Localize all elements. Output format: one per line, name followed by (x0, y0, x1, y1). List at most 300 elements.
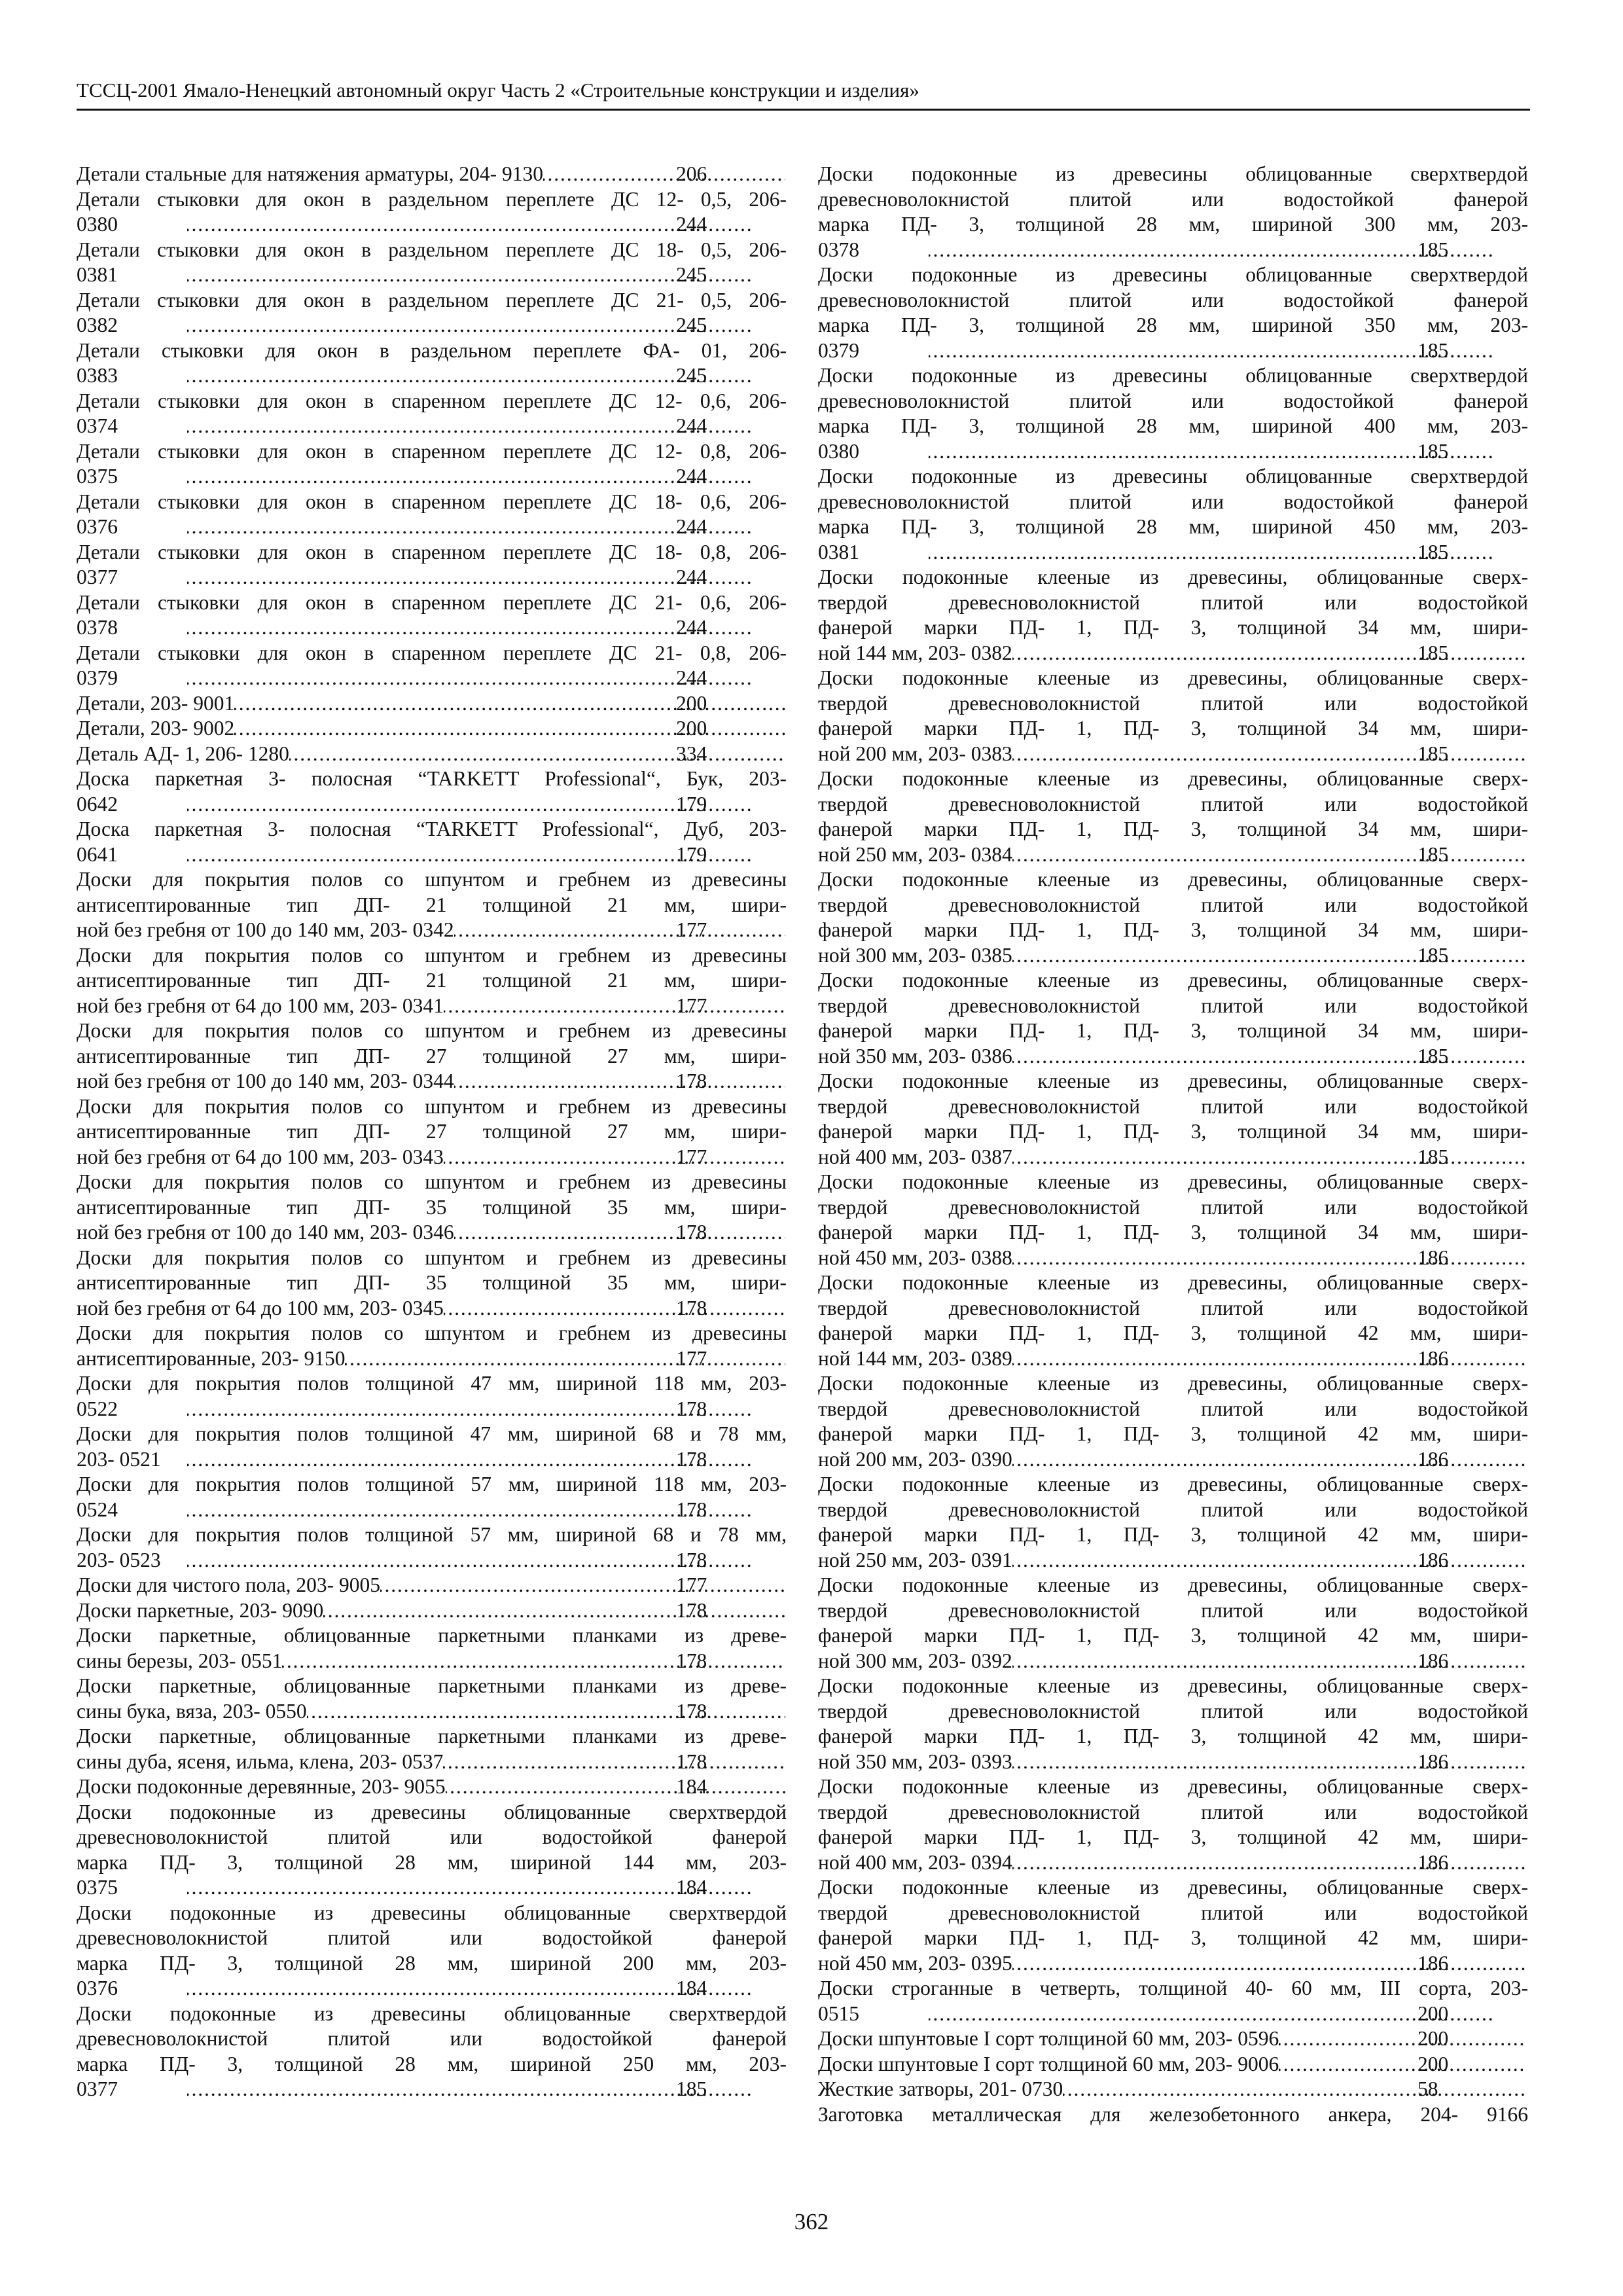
index-entry-page: 178 (676, 1447, 707, 1471)
index-entry (818, 1573, 1528, 1674)
index-entry-tail: ной 144 мм, 203- 0389 (818, 1346, 1012, 1370)
index-entry-line: фанерой марки ПД- 1, ПД- 3, толщиной 42 мм, шири- (818, 1926, 1528, 1949)
index-entry-last-line: 0524 . . . 178 (187, 1498, 787, 1523)
index-entry-line: Доска паркетная 3- полосная “TARKETT Professional“, Бук, 203- (77, 767, 787, 790)
index-entry-line: марка ПД- 3, толщиной 28 мм, шириной 400 мм, 203- (818, 414, 1528, 437)
index-entry-page: 185 (1418, 1044, 1449, 1067)
index-entry-line: Доски подоконные из древесины облицованные сверхтвердой (77, 2001, 787, 2025)
index-entry-page: 185 (1418, 943, 1449, 967)
dot-leader (443, 1749, 785, 1775)
index-entry-line: Детали стыковки для окон в спаренном переплете ДС 18- 0,6, 206- (77, 490, 787, 513)
index-entry-line: Доски для покрытия полов толщиной 47 мм, шириной 68 и 78 мм, (77, 1422, 787, 1445)
index-entry (818, 1774, 1528, 1875)
index-entry-tail: ной 144 мм, 203- 0382 (818, 641, 1012, 664)
index-entry (77, 766, 787, 817)
dot-leader (1012, 1246, 1527, 1271)
index-entry (77, 238, 787, 288)
index-entry-last-line (77, 716, 787, 742)
index-entry-line: Доски подоконные из древесины облицованные сверхтвердой (77, 1800, 787, 1823)
index-entry (77, 590, 787, 641)
index-entry-last-line: 0378 . . . 185 (929, 238, 1528, 263)
index-entry (77, 1371, 787, 1422)
index-entry-tail: ной 300 мм, 203- 0385 (818, 943, 1012, 967)
index-entry-tail: ной 400 мм, 203- 0387 (818, 1145, 1012, 1168)
index-entry-line: марка ПД- 3, толщиной 28 мм, шириной 300 мм, 203- (818, 213, 1528, 236)
index-entry-page: 334 (676, 742, 707, 765)
index-entry-line: Доски подоконные клееные из древесины, облицованные сверх- (818, 1473, 1528, 1496)
index-entry-line: Доски подоконные клееные из древесины, облицованные сверх- (818, 565, 1528, 588)
dot-leader (1012, 1346, 1527, 1372)
index-entry-page: 186 (1418, 1951, 1449, 1975)
index-entry-page: 185 (1418, 238, 1449, 261)
index-entry-page: 177 (676, 1346, 707, 1370)
index-entry-last-line (77, 1649, 787, 1674)
index-entry-last-line (77, 1069, 787, 1094)
index-entry-tail: Доски для чистого пола, 203- 9005 (77, 1573, 380, 1596)
index-entry (77, 716, 787, 742)
index-entry (77, 1321, 787, 1371)
index-entry-last-line (77, 162, 787, 187)
index-entry-tail: ной без гребня от 100 до 140 мм, 203- 0344 (77, 1069, 454, 1092)
index-entry-page: 206 (676, 162, 707, 185)
index-entry-last-line (818, 2026, 1528, 2052)
index-entry-last-line: 203- 0521 . . . 178 (187, 1447, 787, 1473)
index-entry-tail: Доски шпунтовые I сорт толщиной 60 мм, 203- 9006 (818, 2052, 1279, 2075)
index-entry (77, 389, 787, 439)
index-entry (77, 187, 787, 238)
index-entry (77, 1170, 787, 1246)
index-entry-tail: ной 200 мм, 203- 0390 (818, 1447, 1012, 1471)
index-entry-last-line (818, 943, 1528, 969)
index-entry-page: 200 (1418, 2052, 1449, 2075)
index-entry-last-line: 0380 . . . 185 (929, 439, 1528, 465)
index-entry-page: 185 (1418, 338, 1449, 362)
index-entry-page: 186 (1418, 1246, 1449, 1269)
index-entry-last-line (818, 842, 1528, 868)
index-entry-page: 179 (676, 792, 707, 816)
index-entry-page: 244 (676, 515, 707, 538)
dot-leader (1063, 2077, 1527, 2102)
index-entry-line: древесноволокнистой плитой или водостойкой фанерой (818, 187, 1528, 211)
index-entry-tail: Жесткие затворы, 201- 0730 (818, 2077, 1063, 2100)
index-entry-last-line: 0376 . . . 184 (187, 1976, 787, 2001)
index-entry (77, 1800, 787, 1901)
index-entry-line: фанерой марки ПД- 1, ПД- 3, толщиной 42 мм, шири- (818, 1422, 1528, 1445)
index-entry-line: марка ПД- 3, толщиной 28 мм, шириной 350 мм, 203- (818, 314, 1528, 336)
index-entry-line: антисептированные тип ДП- 35 толщиной 35 мм, шири- (77, 1195, 787, 1219)
index-entry-tail: Доски подоконные деревянные, 203- 9055 (77, 1775, 446, 1798)
index-entry-line: Доски подоконные клееные из древесины, облицованные сверх- (818, 1271, 1528, 1294)
index-entry-line: Доски для покрытия полов со шпунтом и гребнем из древесины (77, 1094, 787, 1118)
dot-leader (1012, 1951, 1527, 1977)
index-entry (77, 742, 787, 767)
dot-leader (444, 1145, 785, 1170)
index-entry-line: твердой древесноволокнистой плитой или водостойкой (818, 994, 1528, 1017)
index-entry (818, 2077, 1528, 2102)
index-entry-line: Доски подоконные клееные из древесины, облицованные сверх- (818, 868, 1528, 891)
index-entry-last-line (77, 994, 787, 1019)
dot-leader (1012, 1145, 1527, 1170)
dot-leader (1012, 1749, 1527, 1775)
index-entry-last-line (818, 2077, 1528, 2102)
index-entry-line: Доски подоконные из древесины облицованные сверхтвердой (818, 162, 1528, 185)
index-entry-line: твердой древесноволокнистой плитой или водостойкой (818, 1397, 1528, 1420)
index-entry-line: Доски подоконные из древесины облицованные сверхтвердой (77, 1901, 787, 1924)
index-entry-last-line (818, 1951, 1528, 1977)
index-entry-tail: ной без гребня от 64 до 100 мм, 203- 0341 (77, 994, 444, 1017)
index-entry (818, 1069, 1528, 1170)
index-entry (77, 288, 787, 338)
index-entry (818, 968, 1528, 1069)
index-entry-last-line: 0377 . . . 244 (187, 565, 787, 590)
index-entry-page: 245 (676, 263, 707, 286)
index-entry (818, 666, 1528, 766)
index-entry-line: Доски подоконные клееные из древесины, облицованные сверх- (818, 666, 1528, 689)
index-entry-line: древесноволокнистой плитой или водостойкой фанерой (818, 490, 1528, 513)
index-entry (77, 1674, 787, 1724)
index-entry-page: 178 (676, 1548, 707, 1571)
index-entry (818, 1170, 1528, 1270)
index-entry (818, 1875, 1528, 1976)
index-entry-last-line: 0382 . . . 245 (187, 313, 787, 338)
index-entry-tail: ной 300 мм, 203- 0392 (818, 1649, 1012, 1672)
index-entry-line: Доски подоконные из древесины облицованные сверхтвердой (818, 263, 1528, 286)
index-entry-last-line (818, 1649, 1528, 1674)
index-entry (77, 1573, 787, 1598)
index-entry-last-line: 0642 . . . 179 (187, 792, 787, 817)
dot-leader (1012, 842, 1527, 868)
index-entry-line: Доски для покрытия полов толщиной 57 мм, шириной 118 мм, 203- (77, 1473, 787, 1496)
index-entry-page: 178 (676, 1498, 707, 1521)
index-entry (77, 1774, 787, 1800)
index-entry-page: 185 (676, 2077, 707, 2100)
index-entry-tail: антисептированные, 203- 9150 (77, 1346, 346, 1370)
index-entry-last-line (77, 1749, 787, 1775)
dot-leader (1012, 1649, 1527, 1674)
index-entry-line: Детали стыковки для окон в спаренном переплете ДС 21- 0,8, 206- (77, 641, 787, 664)
index-entry-page: 185 (1418, 742, 1449, 765)
dot-leader (289, 742, 785, 767)
index-entry-page: 244 (676, 465, 707, 488)
index-entry (818, 1270, 1528, 1371)
index-entry-line: Доски для покрытия полов со шпунтом и гребнем из древесины (77, 1246, 787, 1269)
index-entry-line: фанерой марки ПД- 1, ПД- 3, толщиной 34 мм, шири- (818, 817, 1528, 840)
index-entry (77, 1623, 787, 1674)
index-entry-tail: ной 450 мм, 203- 0395 (818, 1951, 1012, 1975)
index-entry-line: марка ПД- 3, толщиной 28 мм, шириной 250 мм, 203- (77, 2052, 787, 2075)
index-entry-page: 200 (676, 717, 707, 740)
index-entry-line: Доски паркетные, облицованные паркетными планками из древе- (77, 1674, 787, 1697)
index-entry (818, 2102, 1528, 2128)
index-entry-page: 186 (1418, 1749, 1449, 1773)
index-entry-line: твердой древесноволокнистой плитой или водостойкой (818, 1901, 1528, 1924)
index-entry (77, 817, 787, 867)
dot-leader (543, 162, 785, 187)
index-entry-page: 179 (676, 842, 707, 866)
index-entry-last-line: 0381 . . . 245 (187, 262, 787, 288)
index-entry-page: 244 (676, 565, 707, 588)
index-entry (818, 565, 1528, 666)
index-entry-line: твердой древесноволокнистой плитой или водостойкой (818, 1498, 1528, 1521)
dot-leader (1279, 2026, 1527, 2052)
index-entry (77, 1901, 787, 2001)
index-entry-line: Детали стыковки для окон в раздельном переплете ДС 18- 0,5, 206- (77, 238, 787, 261)
index-entry-page: 186 (1418, 1447, 1449, 1471)
index-entry-line: твердой древесноволокнистой плитой или водостойкой (818, 792, 1528, 816)
index-entry-line: Доски подоконные из древесины облицованные сверхтвердой (818, 364, 1528, 387)
running-header: ТССЦ-2001 Ямало-Ненецкий автономный округ Часть 2 «Строительные конструкции и изделия» (77, 72, 1530, 111)
index-entry (77, 2001, 787, 2102)
index-entry-line: Детали стыковки для окон в спаренном переплете ДС 21- 0,6, 206- (77, 590, 787, 614)
index-entry (77, 943, 787, 1019)
index-entry (818, 2026, 1528, 2052)
index-entry (77, 867, 787, 943)
index-entry-page: 185 (1418, 1145, 1449, 1168)
index-entry-line: фанерой марки ПД- 1, ПД- 3, толщиной 34 мм, шири- (818, 616, 1528, 639)
index-entry-line: антисептированные тип ДП- 35 толщиной 35 мм, шири- (77, 1271, 787, 1294)
index-entry-line: фанерой марки ПД- 1, ПД- 3, толщиной 34 мм, шири- (818, 918, 1528, 941)
index-column-left (77, 162, 787, 2102)
index-entry (77, 1522, 787, 1573)
index-entry (77, 641, 787, 691)
index-entry-line: твердой древесноволокнистой плитой или водостойкой (818, 1094, 1528, 1118)
index-entry-last-line: 0375 . . . 244 (187, 464, 787, 490)
index-entry-page: 177 (676, 1573, 707, 1596)
dot-leader (444, 994, 785, 1019)
index-entry-line: Доски подоконные клееные из древесины, облицованные сверх- (818, 1573, 1528, 1596)
index-entry-last-line (818, 1850, 1528, 1876)
index-entry-page: 244 (676, 616, 707, 639)
index-entry-tail: ной 250 мм, 203- 0384 (818, 842, 1012, 866)
index-entry-page: 244 (676, 213, 707, 236)
dot-leader (307, 1699, 785, 1725)
index-entry (818, 1371, 1528, 1472)
index-entry-line: фанерой марки ПД- 1, ПД- 3, толщиной 42 мм, шири- (818, 1523, 1528, 1546)
index-entry-line: Доски для покрытия полов со шпунтом и гребнем из древесины (77, 1019, 787, 1042)
index-entry-tail: Детали, 203- 9002 (77, 717, 235, 740)
index-entry-line: Доски для покрытия полов со шпунтом и гребнем из древесины (77, 1321, 787, 1344)
index-entry-tail: ной без гребня от 100 до 140 мм, 203- 0342 (77, 918, 454, 941)
index-entry-last-line: 0376 . . . 244 (187, 514, 787, 540)
index-entry-last-line (77, 1296, 787, 1321)
index-entry-line: фанерой марки ПД- 1, ПД- 3, толщиной 34 мм, шири- (818, 717, 1528, 740)
index-entry-last-line (77, 1573, 787, 1598)
index-entry-last-line: 0381 . . . 185 (929, 540, 1528, 565)
index-entry-page: 184 (676, 1876, 707, 1899)
index-entry-last-line: 0377 . . . 185 (187, 2077, 787, 2102)
dot-leader (345, 1346, 785, 1372)
index-entry-last-line (818, 1447, 1528, 1473)
index-entry-line: Доски паркетные, облицованные паркетными планками из древе- (77, 1725, 787, 1748)
index-entry-last-line: 0522 . . . 178 (187, 1397, 787, 1422)
index-entry-tail: ной 400 мм, 203- 0394 (818, 1850, 1012, 1874)
index-entry (77, 490, 787, 540)
index-entry-line: антисептированные тип ДП- 21 толщиной 21 мм, шири- (77, 893, 787, 916)
index-entry-line: твердой древесноволокнистой плитой или водостойкой (818, 1296, 1528, 1319)
index-entry-tail: ной без гребня от 100 до 140 мм, 203- 0346 (77, 1221, 454, 1244)
index-entry-last-line (77, 1774, 787, 1800)
index-entry-tail: ной 350 мм, 203- 0386 (818, 1044, 1012, 1067)
dot-leader (323, 1598, 785, 1624)
index-entry-tail: ной без гребня от 64 до 100 мм, 203- 0345 (77, 1296, 444, 1319)
index-entry-tail: ной 450 мм, 203- 0388 (818, 1246, 1012, 1269)
index-entry-page: 200 (676, 691, 707, 715)
index-entry (818, 867, 1528, 968)
index-entry-line: фанерой марки ПД- 1, ПД- 3, толщиной 42 мм, шири- (818, 1321, 1528, 1344)
index-entry-line: Доски паркетные, облицованные паркетными планками из древе- (77, 1624, 787, 1647)
index-entry-last-line: 0375 . . . 184 (187, 1875, 787, 1901)
index-entry-line: Детали стыковки для окон в спаренном переплете ДС 12- 0,8, 206- (77, 439, 787, 463)
index-entry-line: Доски подоконные клееные из древесины, облицованные сверх- (818, 1069, 1528, 1092)
index-entry (77, 338, 787, 389)
dot-leader (446, 1774, 785, 1800)
index-entry (818, 1472, 1528, 1573)
dot-leader (454, 1220, 785, 1246)
index-entry-page: 177 (676, 918, 707, 941)
index-entry-tail: сины бука, вяза, 203- 0550 (77, 1699, 307, 1723)
index-entry-line: древесноволокнистой плитой или водостойкой фанерой (77, 2027, 787, 2050)
index-entry-line: Детали стыковки для окон в раздельном переплете ДС 12- 0,5, 206- (77, 187, 787, 211)
index-entry-tail: сины дуба, ясеня, ильма, клена, 203- 0537 (77, 1749, 444, 1773)
index-entry-page: 185 (1418, 842, 1449, 866)
index-entry-line: Доски подоконные клееные из древесины, облицованные сверх- (818, 969, 1528, 992)
index-entry-line: Доски строганные в четверть, толщиной 40- 60 мм, III сорта, 203- (818, 1977, 1528, 2000)
dot-leader (1012, 1850, 1527, 1876)
dot-leader (282, 1649, 785, 1674)
index-entry-last-line (818, 1346, 1528, 1372)
index-entry-tail: сины березы, 203- 0551 (77, 1649, 283, 1672)
index-entry (818, 464, 1528, 565)
index-entry-line: Доски подоконные клееные из древесины, облицованные сверх- (818, 1876, 1528, 1899)
index-entry-page: 200 (1418, 2027, 1449, 2050)
index-entry (77, 1018, 787, 1094)
index-entry-line: фанерой марки ПД- 1, ПД- 3, толщиной 34 мм, шири- (818, 1019, 1528, 1042)
index-entry-line: древесноволокнистой плитой или водостойкой фанерой (77, 1926, 787, 1949)
dot-leader (1012, 1548, 1527, 1573)
index-entry-tail: Детали, 203- 9001 (77, 691, 235, 715)
index-entry-line: Заготовка металлическая для железобетонного анкера, 204- 9166 (818, 2102, 1528, 2126)
index-entry-page: 200 (1418, 2001, 1449, 2025)
index-entry-page: 185 (1418, 439, 1449, 463)
index-entry-line: Доски для покрытия полов толщиной 47 мм, шириной 118 мм, 203- (77, 1372, 787, 1395)
dot-leader (454, 1069, 785, 1094)
dot-leader (1012, 641, 1527, 666)
page-number: 362 (794, 2209, 829, 2234)
index-entry-line: Доски подоконные клееные из древесины, облицованные сверх- (818, 1775, 1528, 1798)
index-entry-page: 178 (676, 1296, 707, 1319)
index-entry-line: фанерой марки ПД- 1, ПД- 3, толщиной 42 мм, шири- (818, 1825, 1528, 1848)
index-entry-last-line: 0378 . . . 244 (187, 615, 787, 641)
index-entry-last-line (818, 1044, 1528, 1069)
dot-leader (1012, 1447, 1527, 1473)
index-entry-line: Доски подоконные клееные из древесины, облицованные сверх- (818, 767, 1528, 790)
index-entry (77, 1246, 787, 1321)
index-entry-page: 177 (676, 994, 707, 1017)
dot-leader (1012, 1044, 1527, 1069)
index-entry-last-line (77, 742, 787, 767)
index-entry (77, 691, 787, 717)
index-entry-line: фанерой марки ПД- 1, ПД- 3, толщиной 34 мм, шири- (818, 1221, 1528, 1244)
dot-leader (1012, 943, 1527, 969)
index-entry-page: 186 (1418, 1649, 1449, 1672)
index-entry-tail: ной 250 мм, 203- 0391 (818, 1548, 1012, 1571)
index-entry-page: 178 (676, 1397, 707, 1420)
index-entry-tail: Доски паркетные, 203- 9090 (77, 1598, 324, 1622)
index-entry-line: антисептированные тип ДП- 21 толщиной 21 мм, шири- (77, 969, 787, 992)
index-entry-line: Доски для покрытия полов со шпунтом и гребнем из древесины (77, 1170, 787, 1193)
index-entry-last-line (77, 918, 787, 943)
index-entry (77, 1724, 787, 1774)
index-entry-line: Доска паркетная 3- полосная “TARKETT Professional“, Дуб, 203- (77, 817, 787, 840)
index-entry-tail: ной 350 мм, 203- 0393 (818, 1749, 1012, 1773)
index-entry-line: антисептированные тип ДП- 27 толщиной 27 мм, шири- (77, 1120, 787, 1143)
index-entry-last-line (818, 742, 1528, 767)
index-entry-line: Доски для покрытия полов со шпунтом и гребнем из древесины (77, 868, 787, 891)
index-entry (818, 1976, 1528, 2026)
index-entry-last-line (818, 1246, 1528, 1271)
index-entry (77, 162, 787, 187)
index-entry-last-line: 0379 . . . 185 (929, 338, 1528, 364)
index-entry-line: древесноволокнистой плитой или водостойкой фанерой (77, 1825, 787, 1848)
index-entry-page: 245 (676, 364, 707, 387)
index-entry-tail: ной 200 мм, 203- 0383 (818, 742, 1012, 765)
index-entry-last-line (818, 2052, 1528, 2077)
index-entry-last-line (818, 1548, 1528, 1573)
index-entry-last-line (77, 691, 787, 717)
index-entry-last-line: 0515 . . . 200 (929, 2001, 1528, 2027)
dot-leader (1012, 742, 1527, 767)
index-entry-line: Доски подоконные клееные из древесины, облицованные сверх- (818, 1674, 1528, 1697)
index-entry-line: марка ПД- 3, толщиной 28 мм, шириной 200 мм, 203- (77, 1951, 787, 1975)
index-entry (818, 2052, 1528, 2077)
index-entry-last-line (818, 641, 1528, 666)
index-entry-page: 184 (676, 1977, 707, 2000)
index-entry-line: древесноволокнистой плитой или водостойкой фанерой (818, 389, 1528, 412)
index-entry-last-line: 203- 0523 . . . 178 (187, 1548, 787, 1573)
index-entry-page: 178 (676, 1221, 707, 1244)
index-entry-last-line (77, 1598, 787, 1624)
index-entry-last-line: 0374 . . . 244 (187, 414, 787, 439)
index-entry (818, 1674, 1528, 1774)
index-entry-last-line (77, 1145, 787, 1170)
index-entry-page: 177 (676, 1145, 707, 1168)
index-entry-page: 185 (1418, 641, 1449, 664)
index-entry-last-line: 0383 . . . 245 (187, 363, 787, 389)
index-entry-last-line: 0379 . . . 244 (187, 666, 787, 691)
index-entry-page: 244 (676, 414, 707, 437)
index-entry-last-line (818, 1145, 1528, 1170)
index-entry-last-line (77, 1699, 787, 1725)
index-entry-line: фанерой марки ПД- 1, ПД- 3, толщиной 42 мм, шири- (818, 1725, 1528, 1748)
index-entry-page: 245 (676, 314, 707, 336)
index-entry-line: фанерой марки ПД- 1, ПД- 3, толщиной 34 мм, шири- (818, 1120, 1528, 1143)
index-entry-last-line (818, 1749, 1528, 1775)
index-entry-tail: Доски шпунтовые I сорт толщиной 60 мм, 203- 0596 (818, 2027, 1279, 2050)
index-entry-line: твердой древесноволокнистой плитой или водостойкой (818, 1699, 1528, 1723)
index-entry-tail: ной без гребня от 64 до 100 мм, 203- 0343 (77, 1145, 444, 1168)
index-entry-page: 244 (676, 666, 707, 689)
index-entry-line: твердой древесноволокнистой плитой или водостойкой (818, 590, 1528, 614)
index-entry-line: Детали стыковки для окон в раздельном переплете ДС 21- 0,5, 206- (77, 288, 787, 312)
index-entry-page: 186 (1418, 1346, 1449, 1370)
index-entry-line: Детали стыковки для окон в спаренном переплете ДС 12- 0,6, 206- (77, 389, 787, 412)
index-entry-line: твердой древесноволокнистой плитой или водостойкой (818, 1195, 1528, 1219)
index-entry-line: Доски подоконные клееные из древесины, облицованные сверх- (818, 1170, 1528, 1193)
index-entry (77, 1094, 787, 1170)
index-column-right (818, 162, 1528, 2127)
index-entry (818, 363, 1528, 464)
index-entry-page: 178 (676, 1649, 707, 1672)
